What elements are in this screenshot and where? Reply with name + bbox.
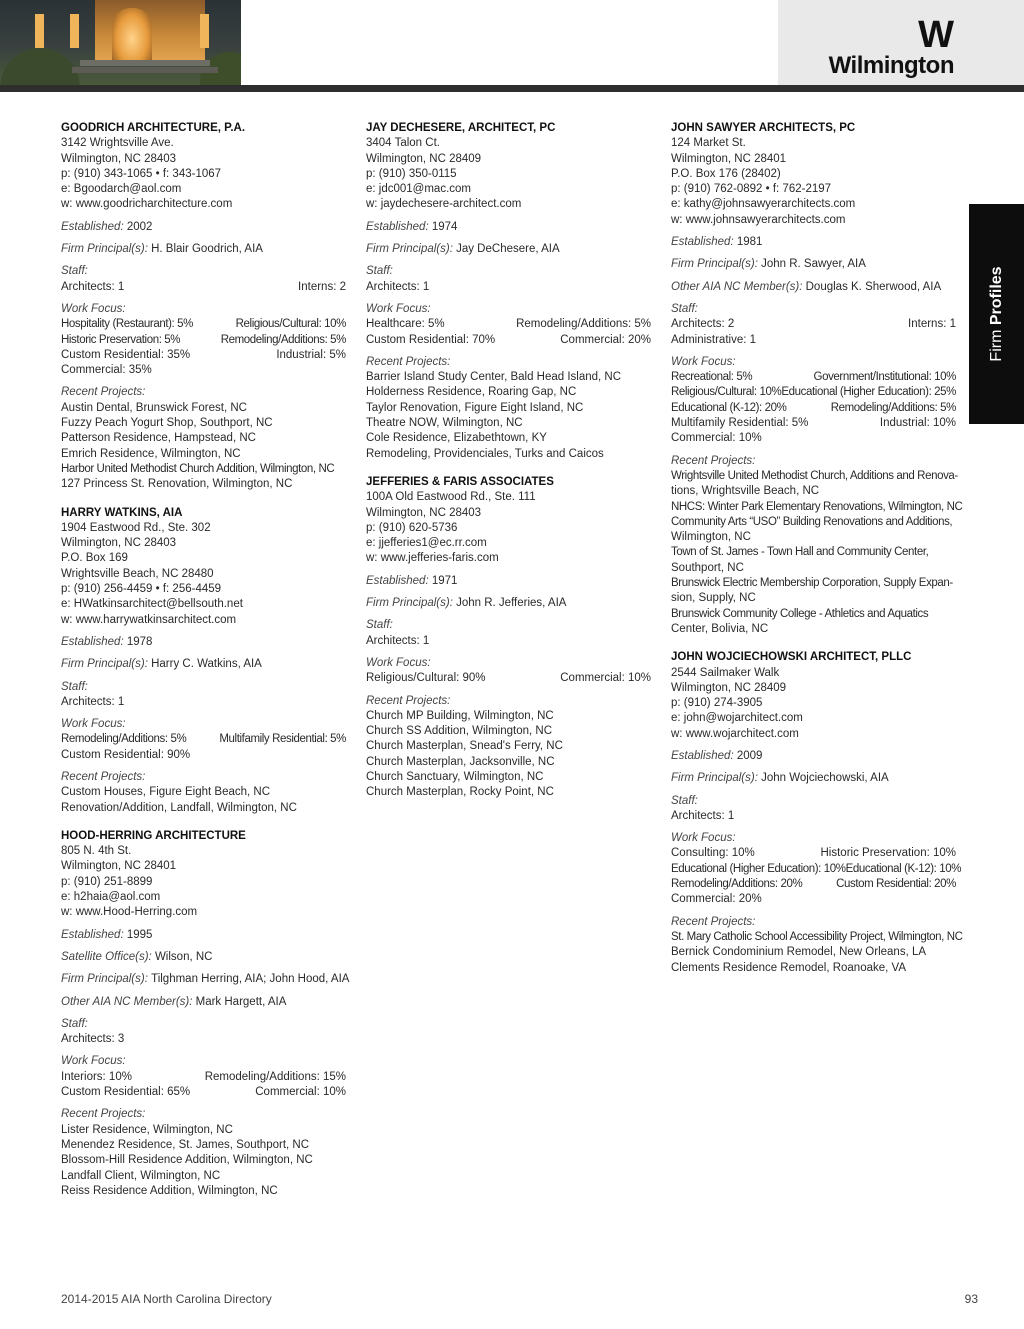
contact-line: Wilmington, NC 28403 <box>61 152 177 165</box>
firm-name: JOHN WOJCIECHOWSKI ARCHITECT, PLLC <box>671 651 912 664</box>
staff-label: Staff: <box>671 302 698 315</box>
project-line: Southport, NC <box>671 561 744 574</box>
established <box>61 635 346 650</box>
staff-label: Staff: <box>366 265 393 278</box>
contact-line: 3142 Wrightsville Ave. <box>61 137 174 150</box>
established-value: 1981 <box>736 236 763 249</box>
established-value: 1978 <box>126 635 153 648</box>
established-value: 1974 <box>431 220 458 233</box>
firm-principals-label: Firm Principal(s): <box>61 973 152 986</box>
staff-section <box>366 264 651 295</box>
recent-projects-section <box>366 355 651 462</box>
firm-name: JOHN SAWYER ARCHITECTS, PC <box>671 122 856 134</box>
contact-line: 805 N. 4th St. <box>61 845 132 858</box>
project-line: 127 Princess St. Renovation, Wilmington, NC <box>61 478 293 491</box>
other-members <box>671 280 956 295</box>
footer-publication: 2014-2015 AIA North Carolina Directory <box>61 1292 272 1306</box>
work-focus-row <box>671 385 956 400</box>
recent-projects-label: Recent Projects: <box>671 915 756 928</box>
recent-projects-section <box>366 694 651 801</box>
other-members-value: Douglas K. Sherwood, AIA <box>805 280 942 293</box>
firm-principals <box>366 242 651 257</box>
work-focus-label: Work Focus: <box>366 302 431 315</box>
staff-row <box>671 333 956 348</box>
project-line: Bernick Condominium Remodel, New Orleans, LA <box>671 946 927 959</box>
contact-line: Wilmington, NC 28401 <box>671 152 787 165</box>
recent-projects-section <box>61 385 346 492</box>
recent-projects-label: Recent Projects: <box>61 770 146 783</box>
project-line: Brunswick Electric Membership Corporation, Supply Expan- <box>671 577 953 590</box>
firm-profile <box>61 506 346 816</box>
firm-profile <box>366 475 651 801</box>
recent-projects-section <box>61 1107 346 1199</box>
staff-label: Staff: <box>61 1017 88 1030</box>
firm-principals-value: Tilghman Herring, AIA; John Hood, AIA <box>151 973 350 986</box>
side-tab <box>969 204 1024 424</box>
work-focus-row <box>61 748 346 763</box>
work-focus-row <box>61 1085 346 1100</box>
firm-name: GOODRICH ARCHITECTURE, P.A. <box>61 122 246 134</box>
work-focus-row <box>61 1070 346 1085</box>
work-focus-row <box>671 370 956 385</box>
firm-principals-value: H. Blair Goodrich, AIA <box>151 243 263 256</box>
work-focus-label: Work Focus: <box>61 302 126 315</box>
established <box>671 235 956 250</box>
project-line: Wrightsville United Methodist Church, Additions and Renova- <box>671 469 958 482</box>
contact-line: e: kathy@johnsawyerarchitects.com <box>671 198 856 211</box>
established <box>366 220 651 235</box>
firm-principals <box>61 657 346 672</box>
staff-right: Interns: 2 <box>298 280 346 293</box>
work-focus-left: Multifamily Residential: 5% <box>671 417 809 430</box>
project-line: Church MP Building, Wilmington, NC <box>366 709 554 722</box>
firm-profile <box>671 650 963 976</box>
established-label: Established: <box>366 574 432 587</box>
work-focus-row <box>61 333 346 348</box>
firm-name: JEFFERIES & FARIS ASSOCIATES <box>366 475 554 488</box>
work-focus-left: Custom Residential: 70% <box>366 333 496 346</box>
work-focus-row <box>366 333 651 348</box>
work-focus-right: Educational (K-12): 10% <box>845 862 962 875</box>
project-line: Center, Bolivia, NC <box>671 622 769 635</box>
project-line: Harbor United Methodist Church Addition, Wilmington, NC <box>61 462 335 475</box>
established-value: 2009 <box>736 749 763 762</box>
firm-principals-label: Firm Principal(s): <box>671 772 762 785</box>
work-focus-left: Recreational: 5% <box>671 371 753 384</box>
firm-principals <box>671 771 956 786</box>
work-focus-row <box>61 732 346 747</box>
side-tab-label <box>988 266 1006 361</box>
staff-left: Architects: 1 <box>366 634 430 647</box>
project-line: Renovation/Addition, Landfall, Wilmington, NC <box>61 801 297 814</box>
contact-line: Wilmington, NC 28403 <box>366 506 482 519</box>
work-focus-right: Custom Residential: 20% <box>836 878 956 891</box>
header-rule <box>0 85 1024 92</box>
work-focus-right: Remodeling/Additions: 5% <box>830 401 956 414</box>
contact-line: P.O. Box 169 <box>61 552 128 565</box>
contact-line: p: (910) 350-0115 <box>366 167 457 180</box>
work-focus-row <box>671 431 956 446</box>
work-focus-row <box>366 671 651 686</box>
firm-principals-label: Firm Principal(s): <box>366 243 457 256</box>
work-focus-left: Educational (Higher Education): 10% <box>671 862 846 875</box>
staff-row <box>366 280 651 295</box>
firm-principals <box>61 242 346 257</box>
project-line: Austin Dental, Brunswick Forest, NC <box>61 401 247 414</box>
project-line: Custom Houses, Figure Eight Beach, NC <box>61 786 271 799</box>
established <box>61 928 346 943</box>
contact-line: e: john@wojarchitect.com <box>671 712 803 725</box>
recent-projects-label: Recent Projects: <box>61 1108 146 1121</box>
established-value: 2002 <box>126 220 153 233</box>
work-focus-section <box>366 656 651 687</box>
project-line: sion, Supply, NC <box>671 592 756 605</box>
work-focus-left: Custom Residential: 90% <box>61 748 191 761</box>
work-focus-row <box>671 892 956 907</box>
work-focus-label: Work Focus: <box>671 355 736 368</box>
contact-line: e: h2haia@aol.com <box>61 891 161 904</box>
established-label: Established: <box>671 236 737 249</box>
project-line: Reiss Residence Addition, Wilmington, NC <box>61 1184 278 1197</box>
work-focus-label: Work Focus: <box>61 718 126 731</box>
project-line: Cole Residence, Elizabethtown, KY <box>366 432 547 445</box>
staff-section <box>61 264 346 295</box>
work-focus-right: Commercial: 10% <box>560 672 651 685</box>
staff-label: Staff: <box>366 619 393 632</box>
project-line: Clements Residence Remodel, Roanoake, VA <box>671 961 907 974</box>
staff-left: Administrative: 1 <box>671 333 757 346</box>
work-focus-row <box>61 363 346 378</box>
column-3 <box>671 121 963 989</box>
work-focus-section <box>671 355 956 447</box>
column-1 <box>61 121 350 1212</box>
established <box>671 749 956 764</box>
work-focus-row <box>671 877 956 892</box>
staff-left: Architects: 3 <box>61 1033 125 1046</box>
work-focus-left: Religious/Cultural: 90% <box>366 672 486 685</box>
contact-line: 3404 Talon Ct. <box>366 137 440 150</box>
contact-line: Wilmington, NC 28401 <box>61 860 177 873</box>
staff-row <box>366 634 651 649</box>
staff-row <box>61 280 346 295</box>
other-members-label: Other AIA NC Member(s): <box>671 280 806 293</box>
staff-section <box>671 794 956 825</box>
work-focus-label: Work Focus: <box>366 656 431 669</box>
recent-projects-label: Recent Projects: <box>671 454 756 467</box>
staff-left: Architects: 1 <box>671 809 735 822</box>
established <box>366 574 651 589</box>
project-line: Fuzzy Peach Yogurt Shop, Southport, NC <box>61 417 273 430</box>
work-focus-row <box>671 416 956 431</box>
work-focus-right: Industrial: 5% <box>276 348 346 361</box>
staff-left: Architects: 1 <box>61 280 125 293</box>
project-line: Church Masterplan, Jacksonville, NC <box>366 755 555 768</box>
project-line: Theatre NOW, Wilmington, NC <box>366 417 523 430</box>
firm-name: HOOD-HERRING ARCHITECTURE <box>61 829 246 842</box>
project-line: Brunswick Community College - Athletics and Aquatics <box>671 607 929 620</box>
section-title-box <box>778 0 1024 85</box>
contact-line: w: jaydechesere-architect.com <box>366 198 522 211</box>
work-focus-right: Government/Institutional: 10% <box>813 371 956 384</box>
work-focus-right: Industrial: 10% <box>879 417 956 430</box>
work-focus-left: Educational (K-12): 20% <box>671 401 787 414</box>
work-focus-section <box>61 717 346 763</box>
project-line: Church Masterplan, Snead's Ferry, NC <box>366 740 563 753</box>
work-focus-section <box>61 1054 346 1100</box>
project-line: Holderness Residence, Roaring Gap, NC <box>366 386 577 399</box>
contact-line: w: www.Hood-Herring.com <box>61 906 198 919</box>
work-focus-left: Religious/Cultural: 10% <box>671 386 782 399</box>
work-focus-row <box>61 348 346 363</box>
work-focus-right: Commercial: 10% <box>255 1086 346 1099</box>
work-focus-right: Remodeling/Additions: 5% <box>516 318 651 331</box>
staff-section <box>61 680 346 711</box>
work-focus-left: Commercial: 35% <box>61 364 152 377</box>
firm-principals-value: John R. Jefferies, AIA <box>456 597 567 610</box>
contact-line: Wilmington, NC 28403 <box>61 537 177 550</box>
work-focus-left: Custom Residential: 65% <box>61 1086 191 1099</box>
work-focus-section <box>671 831 962 907</box>
work-focus-left: Healthcare: 5% <box>366 318 445 331</box>
contact-line: e: Bgoodarch@aol.com <box>61 183 182 196</box>
contact-line: w: www.goodricharchitecture.com <box>61 198 233 211</box>
work-focus-left: Hospitality (Restaurant): 5% <box>61 318 193 331</box>
project-line: Lister Residence, Wilmington, NC <box>61 1123 233 1136</box>
recent-projects-label: Recent Projects: <box>61 386 146 399</box>
other-members <box>61 995 346 1010</box>
work-focus-right: Multifamily Residential: 5% <box>219 733 346 746</box>
firm-profile <box>671 121 963 637</box>
staff-row <box>61 1032 346 1047</box>
staff-left: Architects: 1 <box>61 695 125 708</box>
contact-line: p: (910) 251-8899 <box>61 875 153 888</box>
firm-principals <box>61 972 350 987</box>
work-focus-left: Interiors: 10% <box>61 1070 132 1083</box>
firm-principals-value: John R. Sawyer, AIA <box>761 258 866 271</box>
established-label: Established: <box>366 220 432 233</box>
project-line: Remodeling, Providenciales, Turks and Caicos <box>366 447 604 460</box>
staff-left: Architects: 2 <box>671 318 735 331</box>
project-line: Wilmington, NC <box>671 531 751 544</box>
contact-line: 1904 Eastwood Rd., Ste. 302 <box>61 521 211 534</box>
work-focus-right: Historic Preservation: 10% <box>820 847 956 860</box>
project-line: Blossom-Hill Residence Addition, Wilmington, NC <box>61 1154 313 1167</box>
staff-section <box>61 1017 346 1048</box>
contact-line: e: jjefferies1@ec.rr.com <box>366 537 487 550</box>
other-members-label: Other AIA NC Member(s): <box>61 995 196 1008</box>
staff-label: Staff: <box>61 680 88 693</box>
work-focus-right: Religious/Cultural: 10% <box>235 318 346 331</box>
contact-line: 2544 Sailmaker Walk <box>671 666 780 679</box>
established-label: Established: <box>61 220 127 233</box>
staff-label: Staff: <box>61 265 88 278</box>
section-letter: W <box>918 14 954 56</box>
staff-right: Interns: 1 <box>908 318 956 331</box>
firm-name: JAY DECHESERE, ARCHITECT, PC <box>366 122 556 134</box>
work-focus-left: Remodeling/Additions: 5% <box>61 733 187 746</box>
work-focus-label: Work Focus: <box>671 832 736 845</box>
firm-principals-label: Firm Principal(s): <box>366 597 457 610</box>
side-tab-label-part: Firm <box>987 325 1005 362</box>
work-focus-left: Commercial: 20% <box>671 893 762 906</box>
contact-line: P.O. Box 176 (28402) <box>671 167 781 180</box>
project-line: Menendez Residence, St. James, Southport, NC <box>61 1138 310 1151</box>
project-line: Emrich Residence, Wilmington, NC <box>61 447 241 460</box>
work-focus-section <box>366 302 651 348</box>
page-number: 93 <box>964 1292 978 1306</box>
project-line: Town of St. James - Town Hall and Community Center, <box>671 546 929 559</box>
project-line: Church Masterplan, Rocky Point, NC <box>366 786 554 799</box>
contact-line: Wilmington, NC 28409 <box>366 152 482 165</box>
recent-projects-label: Recent Projects: <box>366 694 451 707</box>
firm-principals <box>671 257 956 272</box>
recent-projects-section <box>671 454 963 638</box>
established-value: 1995 <box>126 928 153 941</box>
firm-profile <box>61 829 350 1199</box>
project-line: Community Arts “USO” Building Renovations and Additions, <box>671 515 953 528</box>
work-focus-right: Remodeling/Additions: 15% <box>204 1070 346 1083</box>
contact-line: e: HWatkinsarchitect@bellsouth.net <box>61 598 243 611</box>
contact-line: e: jdc001@mac.com <box>366 183 471 196</box>
staff-label: Staff: <box>671 794 698 807</box>
firm-principals-label: Firm Principal(s): <box>61 658 152 671</box>
contact-line: p: (910) 256-4459 • f: 256-4459 <box>61 583 222 596</box>
project-line: tions, Wrightsville Beach, NC <box>671 485 820 498</box>
contact-line: p: (910) 343-1065 • f: 343-1067 <box>61 167 222 180</box>
side-tab-label-bold: Profiles <box>987 266 1005 326</box>
firm-name: HARRY WATKINS, AIA <box>61 506 183 519</box>
contact-line: 100A Old Eastwood Rd., Ste. 111 <box>366 491 536 504</box>
firm-profile <box>366 121 651 462</box>
recent-projects-section <box>61 770 346 816</box>
established <box>61 220 346 235</box>
contact-line: w: www.jefferies-faris.com <box>366 552 499 565</box>
work-focus-row <box>366 317 651 332</box>
contact-line: 124 Market St. <box>671 137 746 150</box>
project-line: NHCS: Winter Park Elementary Renovations, Wilmington, NC <box>671 500 963 513</box>
work-focus-left: Commercial: 10% <box>671 432 762 445</box>
work-focus-left: Consulting: 10% <box>671 847 755 860</box>
header-photo <box>0 0 241 85</box>
project-line: Landfall Client, Wilmington, NC <box>61 1169 221 1182</box>
contact-line: p: (910) 274-3905 <box>671 697 763 710</box>
recent-projects-label: Recent Projects: <box>366 355 451 368</box>
work-focus-row <box>671 862 962 877</box>
work-focus-section <box>61 302 346 378</box>
contact-line: Wrightsville Beach, NC 28480 <box>61 567 214 580</box>
established-label: Established: <box>671 749 737 762</box>
other-members-value: Mark Hargett, AIA <box>195 995 287 1008</box>
firm-principals-value: Jay DeChesere, AIA <box>456 243 560 256</box>
project-line: Patterson Residence, Hampstead, NC <box>61 432 256 445</box>
staff-section <box>366 618 651 649</box>
project-line: Church SS Addition, Wilmington, NC <box>366 725 552 738</box>
work-focus-left: Custom Residential: 35% <box>61 348 191 361</box>
work-focus-right: Remodeling/Additions: 5% <box>220 333 346 346</box>
staff-section <box>671 302 956 348</box>
firm-principals-value: Harry C. Watkins, AIA <box>151 658 262 671</box>
section-city: Wilmington <box>828 52 954 79</box>
work-focus-left: Remodeling/Additions: 20% <box>671 878 803 891</box>
recent-projects-section <box>671 915 963 976</box>
staff-row <box>671 317 956 332</box>
work-focus-row <box>671 846 956 861</box>
staff-row <box>671 809 956 824</box>
contact-line: w: www.johnsawyerarchitects.com <box>671 213 846 226</box>
work-focus-row <box>671 401 956 416</box>
work-focus-left: Historic Preservation: 5% <box>61 333 181 346</box>
firm-principals <box>366 596 651 611</box>
established-label: Established: <box>61 928 127 941</box>
firm-principals-label: Firm Principal(s): <box>61 243 152 256</box>
work-focus-row <box>61 317 346 332</box>
firm-principals-label: Firm Principal(s): <box>671 258 762 271</box>
contact-line: Wilmington, NC 28409 <box>671 681 787 694</box>
project-line: Church Sanctuary, Wilmington, NC <box>366 770 544 783</box>
established-value: 1971 <box>431 574 458 587</box>
work-focus-right: Commercial: 20% <box>560 333 651 346</box>
satellite-offices-label: Satellite Office(s): <box>61 950 155 963</box>
satellite-offices <box>61 950 346 965</box>
contact-line: p: (910) 762-0892 • f: 762-2197 <box>671 183 832 196</box>
project-line: Taylor Renovation, Figure Eight Island, NC <box>366 401 584 414</box>
satellite-offices-value: Wilson, NC <box>154 950 213 963</box>
firm-profile <box>61 121 346 493</box>
firm-principals-value: John Wojciechowski, AIA <box>761 772 889 785</box>
contact-line: w: www.harrywatkinsarchitect.com <box>61 613 237 626</box>
project-line: St. Mary Catholic School Accessibility Project, Wilmington, NC <box>671 930 963 943</box>
contact-line: w: www.wojarchitect.com <box>671 727 799 740</box>
work-focus-label: Work Focus: <box>61 1055 126 1068</box>
work-focus-right: Educational (Higher Education): 25% <box>781 386 956 399</box>
contact-line: p: (910) 620-5736 <box>366 521 458 534</box>
staff-left: Architects: 1 <box>366 280 430 293</box>
established-label: Established: <box>61 635 127 648</box>
staff-row <box>61 695 346 710</box>
column-2 <box>366 121 651 814</box>
project-line: Barrier Island Study Center, Bald Head Island, NC <box>366 371 622 384</box>
